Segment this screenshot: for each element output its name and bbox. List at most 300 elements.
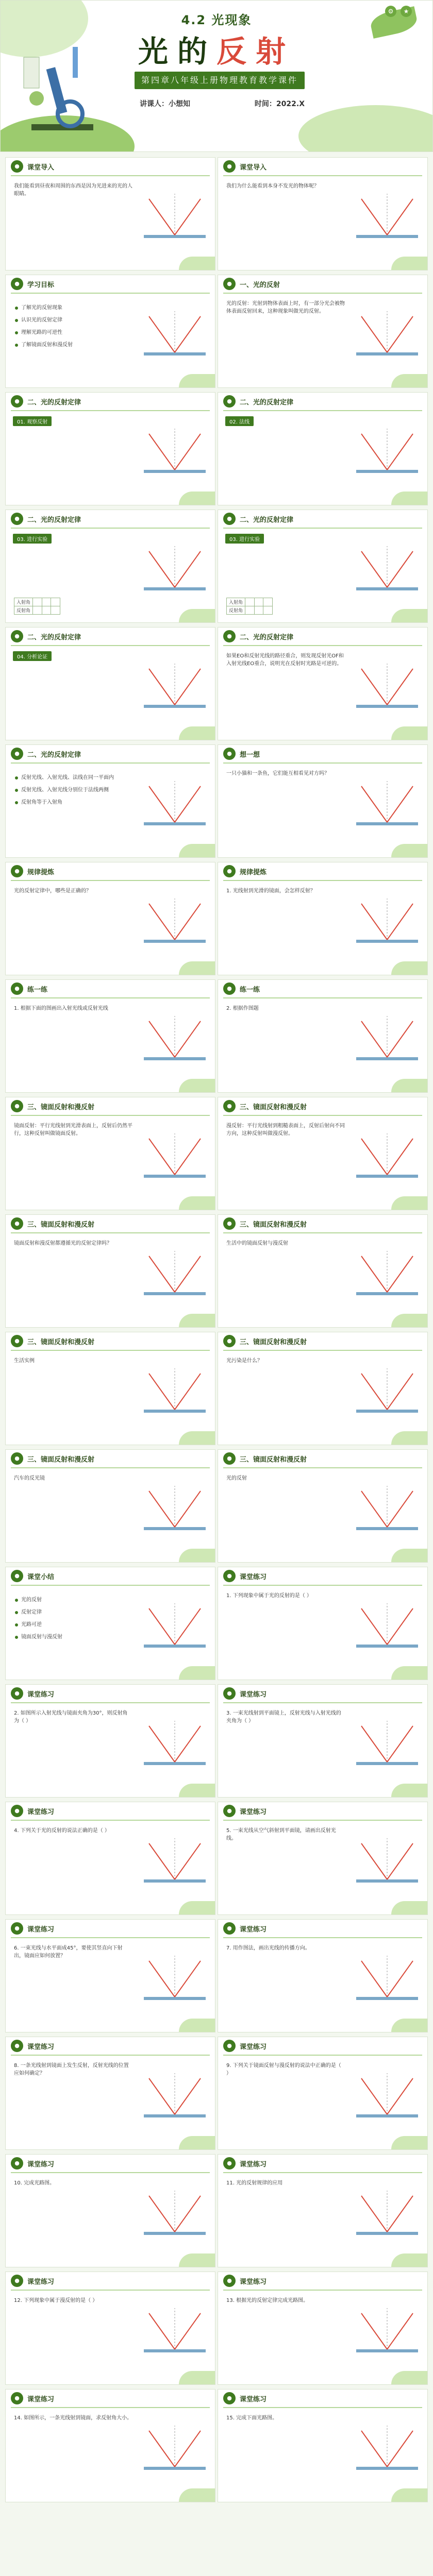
slide-header	[218, 393, 427, 410]
slide-title: 课堂练习	[27, 1925, 55, 1934]
reflection-diagram	[139, 2298, 211, 2360]
bullet-icon	[15, 801, 18, 804]
header-dot-icon: ●	[223, 1570, 236, 1582]
list-item: 认识光的反射定律	[21, 317, 62, 323]
slide-title: 课堂导入	[27, 163, 55, 172]
slide-title: 二、光的反射定律	[240, 516, 294, 524]
lesson-slide[interactable]	[5, 2389, 215, 2502]
lesson-slide[interactable]	[5, 1097, 215, 1210]
slide-header	[6, 1802, 215, 1820]
header-dot-icon: ●	[11, 1217, 23, 1230]
list-item: 了解光的反射现象	[21, 305, 62, 311]
header-divider	[223, 410, 422, 411]
reflection-diagram	[351, 2063, 423, 2125]
corner-decoration	[179, 961, 215, 975]
section-tag: 03. 进行实验	[225, 534, 264, 544]
lesson-slide[interactable]	[218, 744, 428, 858]
slide-text: 8. 一条光线射到镜面上发生反射，反射光线的位置应如何确定？	[14, 2063, 129, 2076]
reflection-diagram	[139, 536, 211, 598]
header-divider	[11, 1937, 210, 1938]
slide-title: 课堂导入	[240, 163, 267, 172]
table-header-cell: 入射角	[227, 598, 245, 606]
slide-text: 12. 下列现象中属于漫反射的是（ ）	[14, 2298, 98, 2303]
reflection-diagram	[139, 1241, 211, 1302]
slide-text: 镜面反射和漫反射都遵循光的反射定律吗？	[14, 1241, 112, 1246]
slide-header	[6, 1920, 215, 1937]
list-item: 反射光线、入射光线分别位于法线两侧	[21, 787, 109, 793]
corner-decoration	[179, 609, 215, 622]
corner-decoration	[391, 2253, 427, 2267]
header-divider	[11, 762, 210, 764]
header-divider	[11, 1115, 210, 1116]
lesson-slide[interactable]	[218, 1332, 428, 1445]
header-dot-icon: ●	[223, 1687, 236, 1700]
header-divider	[223, 1115, 422, 1116]
reflection-diagram	[351, 183, 423, 245]
list-item: 光路可逆	[21, 1622, 42, 1628]
slide-text: 我们能看到昼夜和周围的东西是因为光进来的光的人眼睛。	[14, 183, 132, 197]
lesson-slide[interactable]	[218, 627, 428, 740]
reflection-diagram	[351, 1476, 423, 1537]
header-dot-icon: ●	[11, 513, 23, 525]
slide-title: 想一想	[240, 751, 260, 759]
reflection-diagram	[351, 1945, 423, 2007]
reflection-diagram	[139, 771, 211, 833]
slide-header	[218, 1802, 427, 1820]
corner-decoration	[179, 492, 215, 505]
slide-text: 一只小猫和一条鱼，它们能互相看见对方吗？	[226, 771, 329, 776]
lesson-slide[interactable]	[218, 1684, 428, 1798]
slide-header	[6, 510, 215, 528]
header-divider	[11, 528, 210, 529]
slide-title: 课堂练习	[240, 1808, 267, 1816]
header-divider	[223, 1467, 422, 1468]
header-dot-icon: ●	[223, 2392, 236, 2404]
corner-decoration	[391, 1431, 427, 1445]
slide-text: 6. 一束光线与水平面成45°，要使其竖直向下射出，镜面应如何放置？	[14, 1945, 123, 1959]
slide-title: 二、光的反射定律	[27, 398, 81, 406]
slide-header	[218, 745, 427, 762]
corner-decoration	[179, 1784, 215, 1797]
bullet-icon	[15, 319, 18, 322]
slide-header	[218, 2389, 427, 2407]
corner-decoration	[391, 2488, 427, 2502]
lesson-slide[interactable]	[5, 157, 215, 270]
slide-title: 学习目标	[27, 281, 55, 289]
bullet-icon	[15, 1611, 18, 1614]
header-divider	[223, 293, 422, 294]
lesson-slide[interactable]	[218, 2037, 428, 2150]
bullet-icon	[15, 1636, 18, 1639]
lesson-slide[interactable]	[5, 1567, 215, 1680]
corner-decoration	[391, 492, 427, 505]
slide-title: 课堂练习	[240, 2043, 267, 2051]
slide-header	[218, 1685, 427, 1702]
decorative-blob	[298, 105, 433, 152]
slide-header	[218, 510, 427, 528]
settings-icon[interactable]: ⚙	[385, 6, 396, 17]
corner-decoration	[179, 374, 215, 387]
slide-header	[218, 2272, 427, 2290]
lesson-slide[interactable]	[218, 392, 428, 505]
lesson-slide[interactable]	[218, 1449, 428, 1563]
corner-decoration	[179, 257, 215, 270]
corner-decoration	[391, 726, 427, 740]
slide-header	[6, 2272, 215, 2290]
slide-header	[218, 275, 427, 293]
corner-decoration	[179, 844, 215, 857]
data-table	[14, 598, 60, 615]
corner-decoration	[179, 1196, 215, 1210]
slide-title: 课堂小结	[27, 1573, 55, 1581]
slide-text: 2. 根据作图题	[226, 1006, 259, 1011]
cover-title: 光的反射	[138, 34, 295, 69]
slide-title: 课堂练习	[240, 1690, 267, 1699]
header-divider	[11, 293, 210, 294]
header-dot-icon: ●	[223, 160, 236, 173]
header-divider	[11, 1232, 210, 1233]
reflection-diagram	[351, 1006, 423, 1067]
reflection-diagram	[351, 536, 423, 598]
header-dot-icon: ●	[11, 982, 23, 995]
slide-header	[218, 1920, 427, 1937]
slide-text: 3. 一束光线射到平面镜上，反射光线与入射光线的夹角为（ ）	[226, 1710, 341, 1724]
header-dot-icon: ●	[11, 2157, 23, 2170]
corner-decoration	[391, 2371, 427, 2384]
header-dot-icon: ●	[223, 1335, 236, 1347]
reflection-diagram	[351, 888, 423, 950]
cover-slide	[0, 0, 433, 152]
header-dot-icon: ●	[11, 865, 23, 877]
corner-decoration	[179, 1549, 215, 1562]
lecturer-label: 讲课人：小想知	[140, 100, 190, 108]
header-dot-icon: ●	[11, 1687, 23, 1700]
header-divider	[11, 997, 210, 998]
lesson-slide[interactable]	[5, 1919, 215, 2032]
reflection-diagram	[351, 1241, 423, 1302]
unit-label: 4.2 光现象	[181, 13, 252, 27]
bullet-icon	[15, 789, 18, 792]
corner-decoration	[179, 726, 215, 740]
reflection-diagram	[351, 1828, 423, 1890]
header-divider	[11, 175, 210, 176]
slide-title: 课堂练习	[27, 2395, 55, 2403]
header-divider	[223, 1585, 422, 1586]
header-divider	[11, 2172, 210, 2173]
slide-text: 10. 完成光路图。	[14, 2180, 55, 2186]
slide-text: 13. 根据光的反射定律完成光路图。	[226, 2298, 309, 2303]
course-banner: 第四章八年级上册物理教育教学课件	[135, 72, 305, 89]
slide-text: 1. 根据下面的图画出入射光线或反射光线	[14, 1006, 108, 1011]
header-dot-icon: ●	[11, 1922, 23, 1935]
data-table	[226, 598, 273, 615]
slide-title: 三、镜面反射和漫反射	[27, 1455, 95, 1464]
slide-header	[218, 980, 427, 997]
slide-header	[6, 275, 215, 293]
slide-title: 课堂练习	[240, 1925, 267, 1934]
slide-title: 课堂练习	[27, 2160, 55, 2168]
reflection-diagram	[139, 1358, 211, 1420]
header-divider	[11, 1585, 210, 1586]
header-dot-icon: ●	[223, 2157, 236, 2170]
list-item: 镜面反射与漫反射	[21, 1634, 62, 1640]
reflection-diagram	[351, 2180, 423, 2242]
slide-title: 规律提炼	[240, 868, 267, 876]
slide-text: 4. 下列关于光的反射的说法正确的是（ ）	[14, 1828, 110, 1834]
header-divider	[223, 880, 422, 881]
bullet-icon	[15, 1623, 18, 1626]
corner-decoration	[391, 1549, 427, 1562]
lesson-slide[interactable]	[5, 1449, 215, 1563]
header-divider	[223, 997, 422, 998]
lesson-slide[interactable]	[5, 2272, 215, 2385]
slide-header	[6, 393, 215, 410]
reflection-diagram	[139, 1710, 211, 1772]
corner-decoration	[391, 1901, 427, 1914]
slide-title: 三、镜面反射和漫反射	[240, 1221, 307, 1229]
slide-text: 我们为什么能看到本身不发光的物体呢？	[226, 183, 319, 189]
slide-title: 三、镜面反射和漫反射	[27, 1338, 95, 1346]
slide-header	[6, 1215, 215, 1232]
slide-header	[218, 2155, 427, 2172]
header-divider	[11, 880, 210, 881]
corner-decoration	[179, 2253, 215, 2267]
lesson-slide[interactable]	[218, 2389, 428, 2502]
slide-text: 光的反射定律中，哪些是正确的？	[14, 888, 91, 894]
corner-decoration	[391, 374, 427, 387]
slide-header	[6, 745, 215, 762]
header-divider	[223, 2055, 422, 2056]
corner-decoration	[179, 1901, 215, 1914]
slide-text: 9. 下列关于镜面反射与漫反射的说法中正确的是（ ）	[226, 2063, 341, 2076]
slide-title: 二、光的反射定律	[27, 633, 81, 641]
list-item: 理解光路的可逆性	[21, 330, 62, 335]
reflection-diagram	[351, 1710, 423, 1772]
lesson-slide[interactable]	[218, 1097, 428, 1210]
slide-title: 规律提炼	[27, 868, 55, 876]
lesson-slide[interactable]	[5, 744, 215, 858]
bullet-icon	[15, 1599, 18, 1602]
corner-decoration	[391, 1196, 427, 1210]
list-item: 光的反射	[21, 1597, 42, 1603]
header-dot-icon: ●	[11, 1452, 23, 1465]
lesson-slide[interactable]	[5, 862, 215, 975]
header-dot-icon: ●	[11, 2275, 23, 2287]
slide-text: 漫反射：平行光线射到粗糙表面上，反射后射向不同方向，这种反射叫做漫反射。	[226, 1123, 345, 1137]
lesson-slide[interactable]	[218, 157, 428, 270]
header-divider	[223, 175, 422, 176]
header-divider	[11, 2055, 210, 2056]
header-divider	[223, 1820, 422, 1821]
header-dot-icon: ●	[223, 865, 236, 877]
slide-title: 课堂练习	[240, 2395, 267, 2403]
slide-title: 课堂练习	[240, 2278, 267, 2286]
slide-header	[6, 1332, 215, 1350]
corner-decoration	[391, 1314, 427, 1327]
lesson-slide[interactable]	[5, 1332, 215, 1445]
slide-header	[218, 628, 427, 645]
header-divider	[223, 2407, 422, 2408]
header-dot-icon: ●	[11, 395, 23, 408]
header-divider	[11, 1350, 210, 1351]
slide-header	[6, 2155, 215, 2172]
slide-header	[6, 980, 215, 997]
slide-title: 二、光的反射定律	[240, 633, 294, 641]
slide-title: 二、光的反射定律	[240, 398, 294, 406]
header-divider	[223, 645, 422, 646]
reflection-diagram	[351, 1358, 423, 1420]
header-dot-icon: ●	[11, 160, 23, 173]
header-dot-icon: ●	[223, 278, 236, 290]
header-dot-icon: ●	[11, 1100, 23, 1112]
header-divider	[11, 1820, 210, 1821]
lesson-slide[interactable]	[5, 392, 215, 505]
reflection-diagram	[139, 418, 211, 480]
reflection-diagram	[351, 1123, 423, 1185]
lesson-slide[interactable]	[5, 1802, 215, 1915]
header-divider	[223, 1232, 422, 1233]
slide-text: 光的反射	[226, 1476, 247, 1481]
header-dot-icon: ●	[223, 2040, 236, 2052]
reflection-diagram	[139, 301, 211, 363]
header-dot-icon: ●	[11, 278, 23, 290]
slide-header	[218, 862, 427, 880]
header-dot-icon: ●	[223, 1922, 236, 1935]
lesson-slide[interactable]	[5, 510, 215, 623]
lesson-slide[interactable]	[5, 627, 215, 740]
section-tag: 02. 法线	[225, 416, 254, 426]
slide-header	[218, 1332, 427, 1350]
reflection-diagram	[139, 1006, 211, 1067]
bullet-icon	[15, 776, 18, 779]
slide-text: 15. 完成下面光路图。	[226, 2415, 278, 2421]
slide-title: 三、镜面反射和漫反射	[240, 1338, 307, 1346]
header-dot-icon: ●	[11, 1335, 23, 1347]
header-divider	[223, 528, 422, 529]
lesson-slide[interactable]	[218, 862, 428, 975]
header-divider	[11, 410, 210, 411]
slide-text: 7. 用作图法，画出光线的传播方向。	[226, 1945, 310, 1951]
slide-title: 三、镜面反射和漫反射	[240, 1455, 307, 1464]
slide-header	[6, 2389, 215, 2407]
lesson-slide[interactable]	[5, 1684, 215, 1798]
header-dot-icon: ●	[11, 1570, 23, 1582]
header-divider	[223, 2172, 422, 2173]
lesson-slide[interactable]	[218, 1567, 428, 1680]
reflection-diagram	[139, 653, 211, 715]
corner-decoration	[391, 961, 427, 975]
lesson-slide[interactable]	[218, 1214, 428, 1328]
reflection-diagram	[139, 1945, 211, 2007]
lesson-slide[interactable]	[5, 275, 215, 388]
header-dot-icon: ●	[223, 748, 236, 760]
header-divider	[11, 2407, 210, 2408]
lesson-slide[interactable]	[218, 275, 428, 388]
header-dot-icon: ●	[223, 1217, 236, 1230]
header-dot-icon: ●	[11, 630, 23, 642]
slide-header	[6, 1567, 215, 1585]
lesson-slide[interactable]	[218, 1919, 428, 2032]
corner-decoration	[391, 2136, 427, 2149]
corner-decoration	[179, 1314, 215, 1327]
reflection-diagram	[139, 888, 211, 950]
slide-header	[6, 862, 215, 880]
slide-title: 二、光的反射定律	[27, 516, 81, 524]
reflection-diagram	[139, 1123, 211, 1185]
date-label: 时间：2022.X	[254, 100, 305, 108]
header-divider	[11, 2290, 210, 2291]
slide-text: 光的反射：光射到物体表面上时，有一部分光会被物体表面反射回来，这种现象叫做光的反射。	[226, 301, 345, 314]
bullet-icon	[15, 331, 18, 334]
header-dot-icon: ●	[223, 1805, 236, 1817]
corner-decoration	[179, 2488, 215, 2502]
lesson-slide[interactable]	[5, 979, 215, 1093]
header-divider	[223, 1702, 422, 1703]
lesson-slide[interactable]	[218, 510, 428, 623]
lesson-slide[interactable]	[218, 2154, 428, 2267]
header-dot-icon: ●	[223, 513, 236, 525]
lesson-slide[interactable]	[5, 2154, 215, 2267]
lesson-slide[interactable]	[218, 2272, 428, 2385]
bookmark-icon[interactable]: ★	[401, 6, 412, 17]
slide-title: 课堂练习	[27, 1808, 55, 1816]
reflection-diagram	[139, 2180, 211, 2242]
slide-title: 练一练	[240, 986, 260, 994]
list-item: 反射角等于入射角	[21, 800, 62, 805]
bullet-icon	[15, 344, 18, 347]
slide-title: 二、光的反射定律	[27, 751, 81, 759]
reflection-diagram	[351, 1593, 423, 1655]
corner-decoration	[179, 2136, 215, 2149]
slide-header	[218, 1450, 427, 1467]
lesson-slide[interactable]	[218, 1802, 428, 1915]
slide-text: 2. 如图所示入射光线与镜面夹角为30°，则反射角为（ ）	[14, 1710, 128, 1724]
table-header-cell: 入射角	[14, 598, 33, 606]
reflection-diagram	[139, 1476, 211, 1537]
cover-meta	[140, 98, 305, 109]
slide-text: 光污染是什么？	[226, 1358, 262, 1364]
corner-decoration	[391, 1784, 427, 1797]
header-dot-icon: ●	[11, 748, 23, 760]
header-dot-icon: ●	[223, 982, 236, 995]
section-tag: 01. 观察反射	[13, 416, 52, 426]
list-item: 了解镜面反射和漫反射	[21, 342, 73, 348]
list-item: 反射定律	[21, 1609, 42, 1615]
slide-text: 14. 如图所示，一条光线射到镜面，求反射角大小。	[14, 2415, 132, 2421]
header-divider	[223, 1350, 422, 1351]
header-divider	[223, 2290, 422, 2291]
reflection-diagram	[351, 2415, 423, 2477]
reflection-diagram	[139, 183, 211, 245]
slide-header	[218, 1567, 427, 1585]
lesson-slide[interactable]	[5, 1214, 215, 1328]
reflection-diagram	[351, 771, 423, 833]
slide-text: 1. 下列现象中属于光的反射的是（ ）	[226, 1593, 312, 1599]
reflection-diagram	[139, 1828, 211, 1890]
slide-title: 一、光的反射	[240, 281, 280, 289]
slide-title: 三、镜面反射和漫反射	[27, 1221, 95, 1229]
header-divider	[223, 1937, 422, 1938]
lesson-slide[interactable]	[5, 2037, 215, 2150]
slide-text: 生活中的镜面反射与漫反射	[226, 1241, 288, 1246]
lesson-slide[interactable]	[218, 979, 428, 1093]
header-dot-icon: ●	[223, 395, 236, 408]
corner-decoration	[179, 2371, 215, 2384]
reflection-diagram	[139, 2415, 211, 2477]
slide-text: 镜面反射：平行光线射到光滑表面上，反射后仍然平行，这种反射叫做镜面反射。	[14, 1123, 132, 1137]
slide-header	[6, 628, 215, 645]
reflection-diagram	[139, 2063, 211, 2125]
